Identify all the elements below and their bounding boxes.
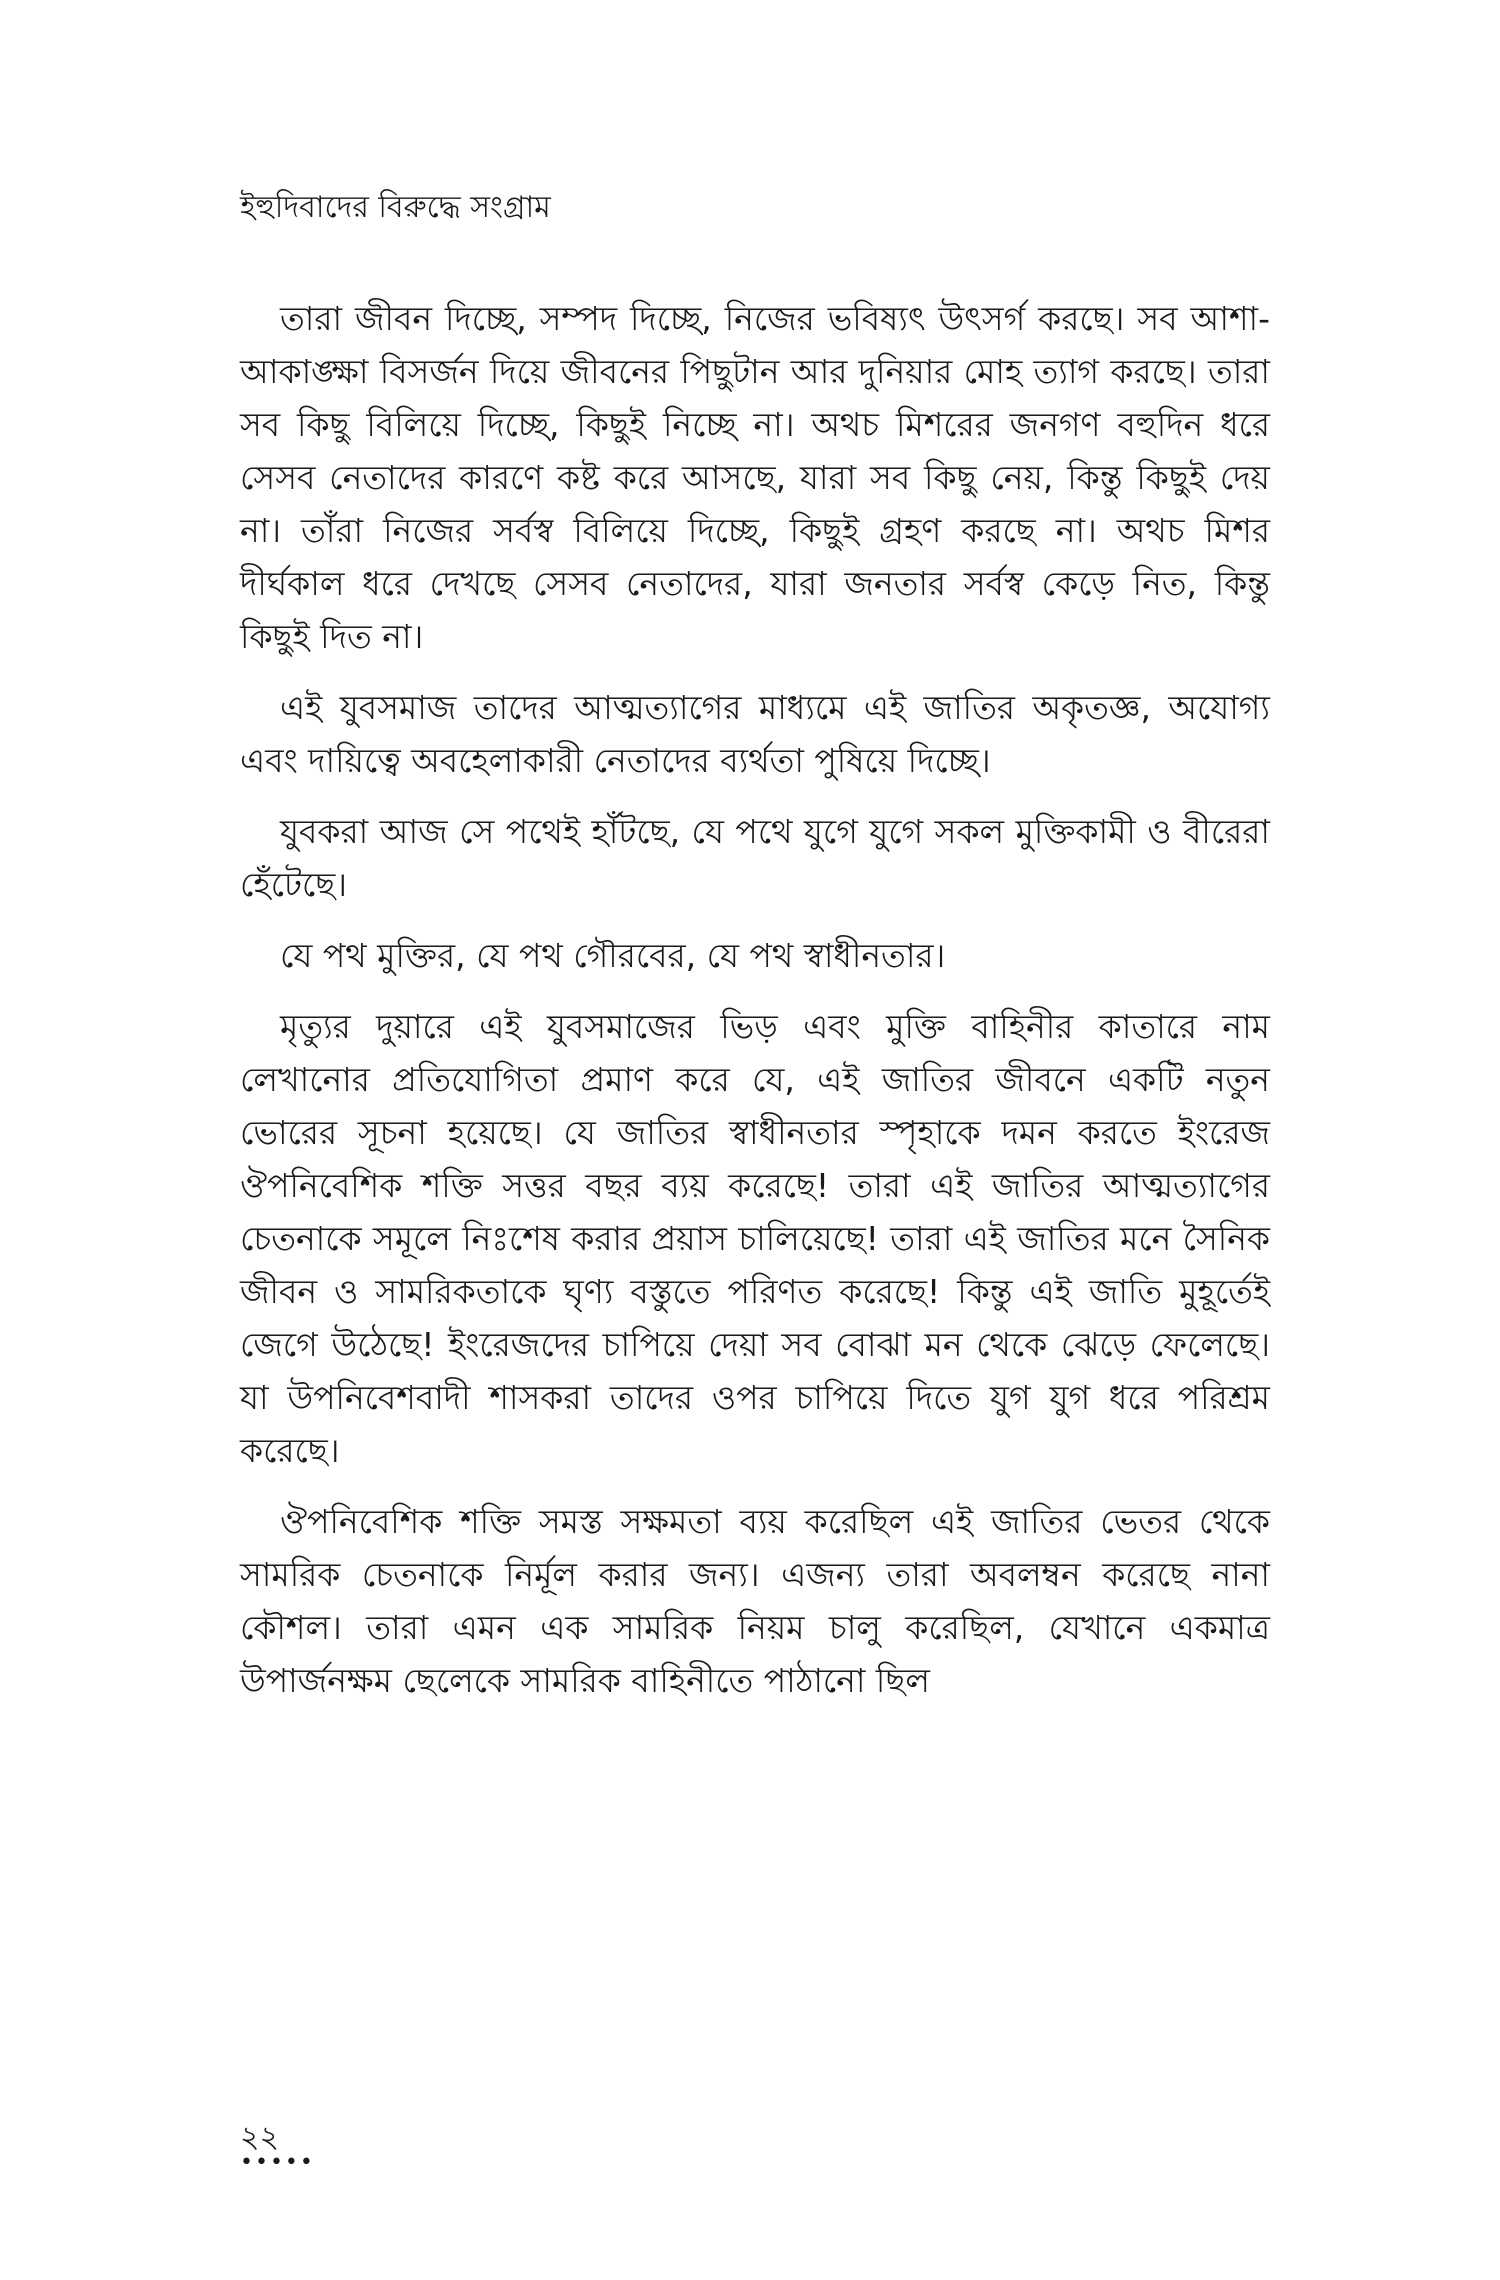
page-number: ২২ xyxy=(240,2120,280,2155)
running-header: ইহুদিবাদের বিরুদ্ধে সংগ্রাম xyxy=(240,190,551,225)
paragraph-2: এই যুবসমাজ তাদের আত্মত্যাগের মাধ্যমে এই জাতির অকৃতজ্ঞ, অযোগ্য এবং দায়িত্বে অবহেলাকারী নেতাদের ব্যর্থতা পুষিয়ে দিচ্ছে। xyxy=(240,688,1270,780)
paragraph-3: যুবকরা আজ সে পথেই হাঁটছে, যে পথে যুগে যুগে সকল মুক্তিকামী ও বীরেরা হেঁটেছে। xyxy=(240,812,1270,904)
body-text xyxy=(240,292,1270,1725)
paragraph-6: ঔপনিবেশিক শক্তি সমস্ত সক্ষমতা ব্যয় করেছিল এই জাতির ভেতর থেকে সামরিক চেতনাকে নির্মূল করার জন্য। এজন্য তারা অবলম্বন করেছে নানা কৌশল। তারা এমন এক সামরিক নিয়ম চালু করেছিল, যেখানে একমাত্র উপার্জনক্ষম ছেলেকে সামরিক বাহিনীতে পাঠানো ছিল xyxy=(240,1502,1270,1700)
paragraph-1: তারা জীবন দিচ্ছে, সম্পদ দিচ্ছে, নিজের ভবিষ্যৎ উৎসর্গ করছে। সব আশা-আকাঙ্ক্ষা বিসর্জন দিয়ে জীবনের পিছুটান আর দুনিয়ার মোহ ত্যাগ করছে। তারা সব কিছু বিলিয়ে দিচ্ছে, কিছুই নিচ্ছে না। অথচ মিশরের জনগণ বহুদিন ধরে সেসব নেতাদের কারণে কষ্ট করে আসছে, যারা সব কিছু নেয়, কিন্তু কিছুই দেয় না। তাঁরা নিজের সর্বস্ব বিলিয়ে দিচ্ছে, কিছুই গ্রহণ করছে না। অথচ মিশর দীর্ঘকাল ধরে দেখছে সেসব নেতাদের, যারা জনতার সর্বস্ব কেড়ে নিত, কিন্তু কিছুই দিত না। xyxy=(240,299,1270,656)
page-footer xyxy=(240,2120,315,2175)
paragraph-4: যে পথ মুক্তির, যে পথ গৌরবের, যে পথ স্বাধীনতার। xyxy=(280,936,946,975)
paragraph-5: মৃত্যুর দুয়ারে এই যুবসমাজের ভিড় এবং মুক্তি বাহিনীর কাতারে নাম লেখানোর প্রতিযোগিতা প্রমাণ করে যে, এই জাতির জীবনে একটি নতুন ভোরের সূচনা হয়েছে। যে জাতির স্বাধীনতার স্পৃহাকে দমন করতে ইংরেজ ঔপনিবেশিক শক্তি সত্তর বছর ব্যয় করেছে! তারা এই জাতির আত্মত্যাগের চেতনাকে সমূলে নিঃশেষ করার প্রয়াস চালিয়েছে! তারা এই জাতির মনে সৈনিক জীবন ও সামরিকতাকে ঘৃণ্য বস্তুতে পরিণত করেছে! কিন্তু এই জাতি মুহূর্তেই জেগে উঠেছে! ইংরেজদের চাপিয়ে দেয়া সব বোঝা মন থেকে ঝেড়ে ফেলেছে। যা উপনিবেশবাদী শাসকরা তাদের ওপর চাপিয়ে দিতে যুগ যুগ ধরে পরিশ্রম করেছে। xyxy=(240,1007,1270,1470)
footer-dots: ••••• xyxy=(240,2150,315,2175)
